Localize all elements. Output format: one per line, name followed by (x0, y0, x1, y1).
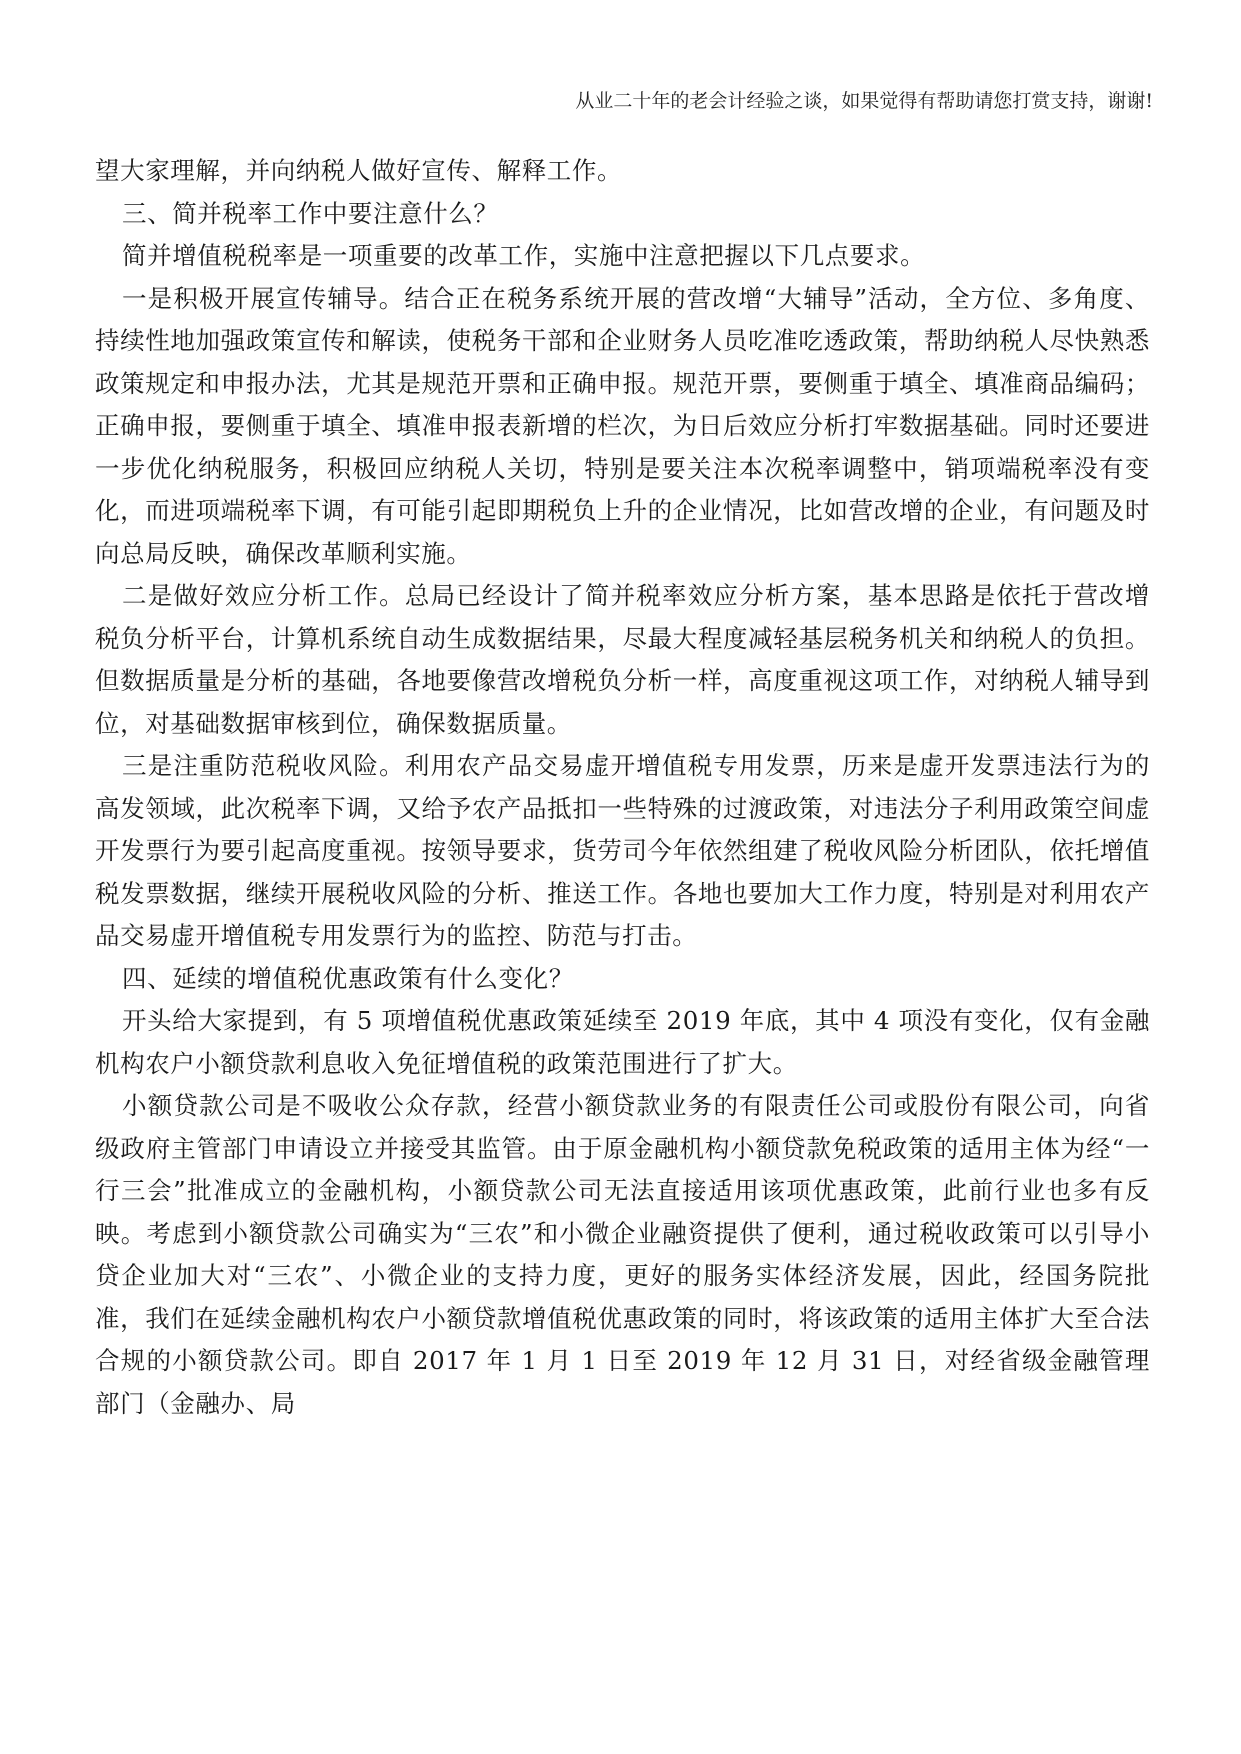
paragraph: 三是注重防范税收风险。利用农产品交易虚开增值税专用发票，历来是虚开发票违法行为的高发领域，此次税率下调，又给予农产品抵扣一些特殊的过渡政策，对违法分子利用政策空间虚开发票行为要引起高度重视。按领导要求，货劳司今年依然组建了税收风险分析团队，依托增值税发票数据，继续开展税收风险的分析、推送工作。各地也要加大工作力度，特别是对利用农产品交易虚开增值税专用发票行为的监控、防范与打击。 (95, 751, 1150, 950)
section-heading-3: 三、简并税率工作中要注意什么？ (122, 198, 499, 228)
paragraph: 简并增值税税率是一项重要的改革工作，实施中注意把握以下几点要求。 (122, 241, 926, 270)
paragraph: 二是做好效应分析工作。总局已经设计了简并税率效应分析方案，基本思路是依托于营改增税负分析平台，计算机系统自动生成数据结果，尽最大程度减轻基层税务机关和纳税人的负担。但数据质量是分析的基础，各地要像营改增税负分析一样，高度重视这项工作，对纳税人辅导到位，对基础数据审核到位，确保数据质量。 (95, 581, 1150, 738)
header-note: 从业二十年的老会计经验之谈，如果觉得有帮助请您打赏支持，谢谢! (575, 90, 1153, 112)
section-heading-4: 四、延续的增值税优惠政策有什么变化？ (122, 963, 574, 993)
paragraph: 小额贷款公司是不吸收公众存款，经营小额贷款业务的有限责任公司或股份有限公司，向省级政府主管部门申请设立并接受其监管。由于原金融机构小额贷款免税政策的适用主体为经“一行三会”批准成立的金融机构，小额贷款公司无法直接适用该项优惠政策，此前行业也多有反映。考虑到小额贷款公司确实为“三农”和小微企业融资提供了便利，通过税收政策可以引导小贷企业加大对“三农”、小微企业的支持力度，更好的服务实体经济发展，因此，经国务院批准，我们在延续金融机构农户小额贷款增值税优惠政策的同时，将该政策的适用主体扩大至合法合规的小额贷款公司。即自 2017 年 1 月 1 日至 2019 年 12 月 31 日，对经省级金融管理部门（金融办、局 (95, 1091, 1150, 1418)
document-body (95, 150, 1150, 1425)
paragraph: 开头给大家提到，有 5 项增值税优惠政策延续至 2019 年底，其中 4 项没有变化，仅有金融机构农户小额贷款利息收入免征增值税的政策范围进行了扩大。 (95, 1006, 1150, 1078)
paragraph-continuation: 望大家理解，并向纳税人做好宣传、解释工作。 (95, 156, 623, 185)
paragraph: 一是积极开展宣传辅导。结合正在税务系统开展的营改增“大辅导”活动，全方位、多角度、持续性地加强政策宣传和解读，使税务干部和企业财务人员吃准吃透政策，帮助纳税人尽快熟悉政策规定和申报办法，尤其是规范开票和正确申报。规范开票，要侧重于填全、填准商品编码；正确申报，要侧重于填全、填准申报表新增的栏次，为日后效应分析打牢数据基础。同时还要进一步优化纳税服务，积极回应纳税人关切，特别是要关注本次税率调整中，销项端税率没有变化，而进项端税率下调，有可能引起即期税负上升的企业情况，比如营改增的企业，有问题及时向总局反映，确保改革顺利实施。 (95, 283, 1150, 568)
